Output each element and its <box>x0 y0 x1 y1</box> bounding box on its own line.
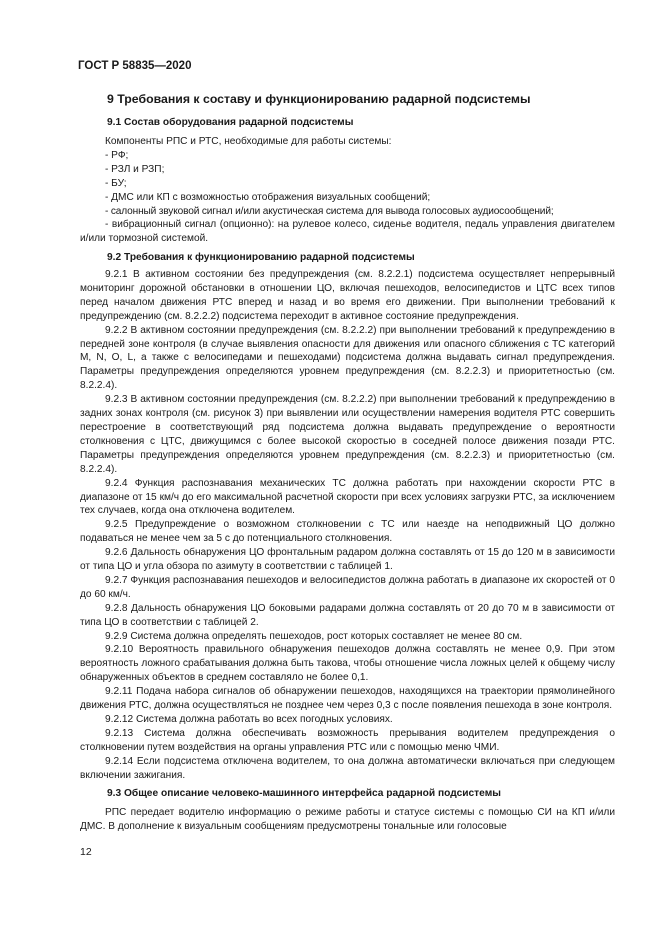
list-item: - вибрационный сигнал (опционно): на рулевое колесо, сиденье водителя, педаль управления двигателем и/или тормозной системой. <box>80 219 615 245</box>
paragraph-9-2-4: 9.2.4 Функция распознавания механических ТС должна работать при нахождении скорости РТС в диапазоне от 15 км/ч до его максимальной расчетной скорости при всех условиях загрузки РТС, за исключением тех случаев, когда она отключена водителем. <box>80 477 615 517</box>
paragraph-9-2-7: 9.2.7 Функция распознавания пешеходов и велосипедистов должна работать в диапазоне их скоростей от 0 до 60 км/ч. <box>80 574 615 600</box>
list-item: - БУ; <box>105 177 127 189</box>
paragraph-9-2-1: 9.2.1 В активном состоянии без предупреждения (см. 8.2.2.1) подсистема осуществляет непрерывный мониторинг дорожной обстановки в отношении ЦО, включая пешеходов, велосипедистов и ЦТС всех типов перед началом движения РТС вперед и назад и во время его движении. При выполнении требований к предупреждению (см. 8.2.2.2) подсистема переходит в активное состояние предупреждения. <box>80 269 615 322</box>
section-title: 9 Требования к составу и функционированию радарной подсистемы <box>107 92 531 106</box>
paragraph-9-2-9: 9.2.9 Система должна определять пешеходов, рост которых составляет не менее 80 см. <box>105 630 523 642</box>
subsection-9-2-body <box>80 268 615 783</box>
list-item: - РЗЛ и РЗП; <box>105 163 165 175</box>
paragraph-9-2-14: 9.2.14 Если подсистема отключена водителем, то она должна автоматически включаться при следующем включении зажигания. <box>80 755 615 781</box>
list-item: - ДМС или КП с возможностью отображения визуальных сообщений; <box>105 191 431 203</box>
list-item: - салонный звуковой сигнал и/или акустическая система для вывода голосовых аудиосообщений; <box>105 205 554 217</box>
standard-code: ГОСТ Р 58835—2020 <box>78 60 192 72</box>
list-intro: Компоненты РПС и РТС, необходимые для работы системы: <box>105 136 392 147</box>
paragraph-9-2-5: 9.2.5 Предупреждение о возможном столкновении с ТС или наезде на неподвижный ЦО должно подаваться не менее чем за 5 с до потенциального столкновения. <box>80 519 615 545</box>
subsection-9-1-title: 9.1 Состав оборудования радарной подсистемы <box>107 117 354 128</box>
paragraph-9-2-13: 9.2.13 Система должна обеспечивать возможность прерывания водителем предупреждения о столкновении путем воздействия на органы управления РТС или с помощью меню ЧМИ. <box>80 727 615 753</box>
subsection-9-2-title: 9.2 Требования к функционированию радарной подсистемы <box>107 252 415 263</box>
paragraph-9-3-intro: РПС передает водителю информацию о режиме работы и статусе системы с помощью СИ на КП и/или ДМС. В дополнение к визуальным сообщениям предусмотрены тональные или голосовые <box>80 807 615 832</box>
subsection-9-3-title: 9.3 Общее описание человеко-машинного интерфейса радарной подсистемы <box>107 788 501 799</box>
list-item: - РФ; <box>105 149 129 161</box>
paragraph-9-2-11: 9.2.11 Подача набора сигналов об обнаружении пешеходов, находящихся на траектории прямолинейного движения РТС, должна осуществляться не позднее чем через 0,3 с после появления пешехода в зоне контроля. <box>80 686 615 712</box>
paragraph-9-2-10: 9.2.10 Вероятность правильного обнаружения пешеходов должна составлять не менее 0,9. При этом вероятность ложного срабатывания должна быть такова, чтобы отношение числа ложных целей к общему числу обнаруженных объектов в среднем составляло не более 0,1. <box>80 644 615 684</box>
page-number: 12 <box>80 846 92 858</box>
paragraph-9-2-12: 9.2.12 Система должна работать во всех погодных условиях. <box>105 714 393 725</box>
paragraph-9-2-3: 9.2.3 В активном состоянии предупреждения (см. 8.2.2.2) при выполнении требований к предупреждению в задних зонах контроля (см. рисунок 3) при выявлении или осуществлении намерения водителя РТС совершить перестроение в соответствующий ряд подсистема должна выдавать предупреждение о вероятности столкновения с ЦТС, движущимся с более высокой скоростью в соседней полосе движения позади РТС. Параметры предупреждения определяются уровнем предупреждения (см. 8.2.2.3) и приоритетностью (см. 8.2.2.4). <box>80 394 615 475</box>
subsection-9-3-body <box>80 806 615 834</box>
subsection-9-1-body <box>80 135 615 246</box>
paragraph-9-2-2: 9.2.2 В активном состоянии предупреждения (см. 8.2.2.2) при выполнении требований к предупреждению в передней зоне контроля (в случае выявления опасности для движения или опасного сближения с ТС категорий M, N, O, L, а также с велосипедами и пешеходами) подсистема должна выдавать сигнал предупреждения. Параметры предупреждения определяются уровнем предупреждения (см. 8.2.2.3) и приоритетностью (см. 8.2.2.4). <box>80 324 615 392</box>
paragraph-9-2-8: 9.2.8 Дальность обнаружения ЦО боковыми радарами должна составлять от 20 до 70 м в зависимости от типа ЦО в соответствии с таблицей 2. <box>80 602 615 628</box>
paragraph-9-2-6: 9.2.6 Дальность обнаружения ЦО фронтальным радаром должна составлять от 15 до 120 м в зависимости от типа ЦО и угла обзора по азимуту в соответствии с таблицей 1. <box>80 547 615 573</box>
